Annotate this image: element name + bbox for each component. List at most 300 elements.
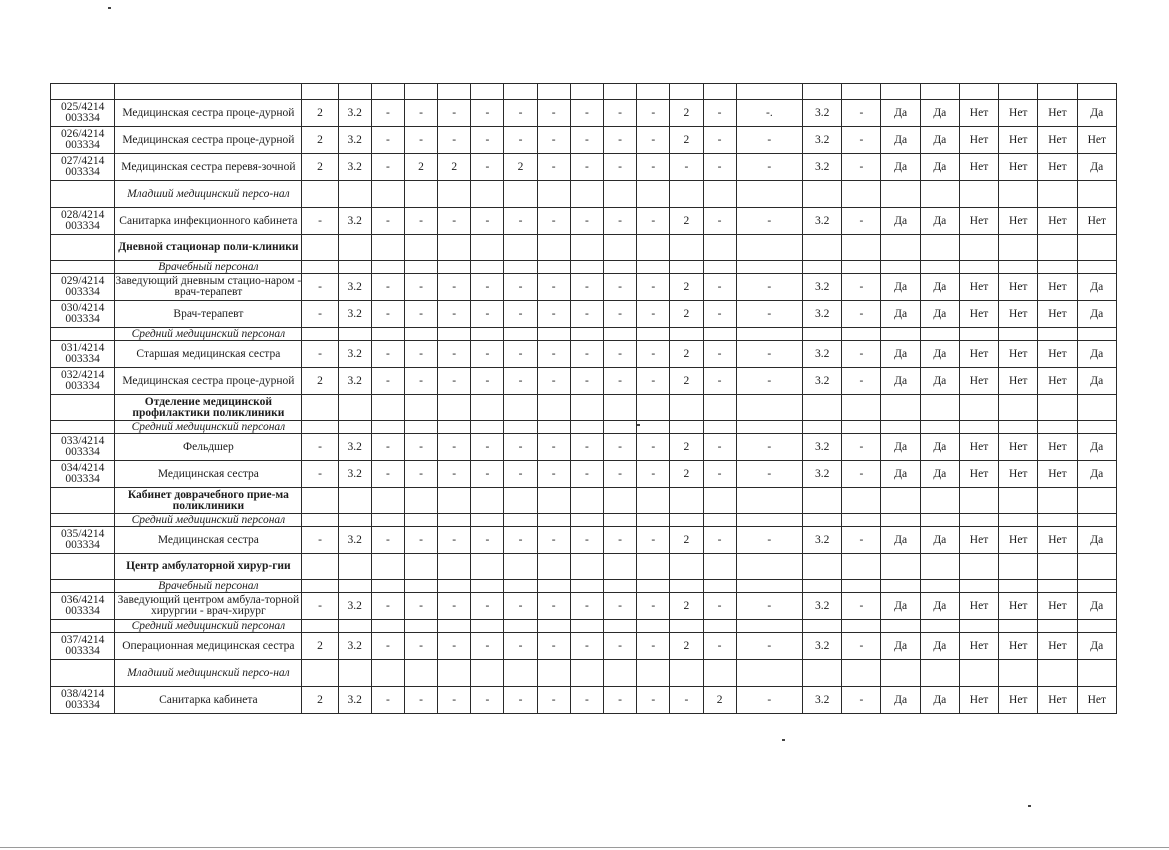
empty-cell xyxy=(920,554,959,580)
value-cell: - xyxy=(703,154,736,181)
empty-cell xyxy=(637,395,670,421)
value-cell: Нет xyxy=(959,687,998,714)
value-cell: 3.2 xyxy=(338,434,371,461)
value-cell: Да xyxy=(920,127,959,154)
value-cell: - xyxy=(504,127,537,154)
value-cell: - xyxy=(670,154,703,181)
value-cell: - xyxy=(570,593,603,620)
category-row xyxy=(51,514,1117,527)
empty-cell xyxy=(670,395,703,421)
value-cell: - xyxy=(703,274,736,301)
value-cell: Нет xyxy=(999,127,1038,154)
empty-cell xyxy=(404,660,437,687)
category-row xyxy=(51,181,1117,208)
empty-cell xyxy=(302,580,338,593)
value-cell: Да xyxy=(920,341,959,368)
value-cell: - xyxy=(736,368,802,395)
table-row xyxy=(51,127,1117,154)
value-cell: - xyxy=(537,154,570,181)
empty-cell xyxy=(881,660,920,687)
value-cell: Нет xyxy=(959,100,998,127)
value-cell: 2 xyxy=(670,527,703,554)
empty-cell xyxy=(881,488,920,514)
empty-cell xyxy=(959,395,998,421)
value-cell: 2 xyxy=(670,461,703,488)
workplace-code: 028/4214 003334 xyxy=(51,208,115,235)
value-cell: - xyxy=(504,434,537,461)
value-cell: - xyxy=(504,368,537,395)
value-cell: Да xyxy=(920,208,959,235)
empty-cell xyxy=(803,514,842,527)
empty-cell xyxy=(736,261,802,274)
empty-cell xyxy=(603,554,636,580)
empty-cell xyxy=(1038,554,1077,580)
value-cell: - xyxy=(537,633,570,660)
empty-cell xyxy=(920,181,959,208)
empty-cell xyxy=(471,421,504,434)
empty-cell xyxy=(736,514,802,527)
empty-cell xyxy=(670,620,703,633)
value-cell: - xyxy=(603,687,636,714)
empty-cell xyxy=(338,181,371,208)
value-cell: - xyxy=(404,127,437,154)
value-cell: - xyxy=(537,461,570,488)
value-cell: Да xyxy=(920,434,959,461)
value-cell: - xyxy=(703,100,736,127)
empty-cell xyxy=(371,181,404,208)
header-cell xyxy=(842,84,881,100)
value-cell: - xyxy=(471,434,504,461)
empty-cell xyxy=(999,395,1038,421)
empty-cell xyxy=(1038,660,1077,687)
empty-cell xyxy=(603,514,636,527)
table-row xyxy=(51,687,1117,714)
value-cell: - xyxy=(603,100,636,127)
value-cell: - xyxy=(504,341,537,368)
empty-cell xyxy=(338,554,371,580)
value-cell: - xyxy=(371,687,404,714)
value-cell: - xyxy=(842,527,881,554)
empty-cell xyxy=(1077,395,1116,421)
workplace-code: 031/4214 003334 xyxy=(51,341,115,368)
empty-cell xyxy=(302,514,338,527)
value-cell: 2 xyxy=(703,687,736,714)
value-cell: Да xyxy=(920,301,959,328)
section-row xyxy=(51,488,1117,514)
value-cell: 2 xyxy=(302,127,338,154)
value-cell: Да xyxy=(1077,593,1116,620)
header-cell xyxy=(803,84,842,100)
value-cell: - xyxy=(371,154,404,181)
value-cell: - xyxy=(471,301,504,328)
empty-cell xyxy=(603,580,636,593)
value-cell: 2 xyxy=(302,100,338,127)
empty-code-cell xyxy=(51,620,115,633)
value-cell: - xyxy=(504,527,537,554)
empty-cell xyxy=(570,395,603,421)
empty-cell xyxy=(703,488,736,514)
value-cell: - xyxy=(371,461,404,488)
value-cell: - xyxy=(842,461,881,488)
section-title: Дневной стационар поли-клиники xyxy=(115,235,302,261)
empty-cell xyxy=(703,235,736,261)
value-cell: 3.2 xyxy=(803,687,842,714)
value-cell: Да xyxy=(920,633,959,660)
category-row xyxy=(51,261,1117,274)
value-cell: - xyxy=(371,368,404,395)
value-cell: - xyxy=(302,461,338,488)
position-name: Заведующий дневным стацио-наром - врач-терапевт xyxy=(115,274,302,301)
value-cell: 3.2 xyxy=(338,527,371,554)
value-cell: - xyxy=(438,434,471,461)
value-cell: - xyxy=(302,434,338,461)
value-cell: 3.2 xyxy=(338,127,371,154)
empty-cell xyxy=(803,620,842,633)
empty-code-cell xyxy=(51,660,115,687)
value-cell: Нет xyxy=(1077,127,1116,154)
value-cell: - xyxy=(736,593,802,620)
value-cell: - xyxy=(404,434,437,461)
value-cell: - xyxy=(537,527,570,554)
value-cell: 2 xyxy=(670,434,703,461)
value-cell: Да xyxy=(920,100,959,127)
value-cell: Нет xyxy=(999,368,1038,395)
header-cell-code xyxy=(51,84,115,100)
empty-cell xyxy=(570,181,603,208)
value-cell: - xyxy=(842,687,881,714)
value-cell: - xyxy=(670,687,703,714)
value-cell: 2 xyxy=(504,154,537,181)
empty-cell xyxy=(1038,261,1077,274)
empty-cell xyxy=(404,580,437,593)
value-cell: 3.2 xyxy=(338,633,371,660)
empty-cell xyxy=(371,620,404,633)
value-cell: - xyxy=(302,527,338,554)
empty-cell xyxy=(881,395,920,421)
empty-cell xyxy=(537,395,570,421)
value-cell: - xyxy=(404,633,437,660)
empty-cell xyxy=(842,580,881,593)
empty-cell xyxy=(670,328,703,341)
empty-cell xyxy=(881,328,920,341)
category-row xyxy=(51,660,1117,687)
empty-cell xyxy=(1038,620,1077,633)
value-cell: - xyxy=(603,527,636,554)
empty-cell xyxy=(371,554,404,580)
value-cell: Нет xyxy=(959,341,998,368)
value-cell: - xyxy=(842,127,881,154)
empty-cell xyxy=(881,554,920,580)
empty-code-cell xyxy=(51,181,115,208)
empty-cell xyxy=(302,421,338,434)
value-cell: - xyxy=(736,208,802,235)
value-cell: 2 xyxy=(302,633,338,660)
empty-cell xyxy=(438,660,471,687)
value-cell: - xyxy=(736,687,802,714)
value-cell: - xyxy=(603,301,636,328)
table-row xyxy=(51,434,1117,461)
empty-cell xyxy=(471,488,504,514)
value-cell: - xyxy=(736,527,802,554)
value-cell: 3.2 xyxy=(803,274,842,301)
value-cell: 2 xyxy=(670,100,703,127)
value-cell: Нет xyxy=(1038,434,1077,461)
value-cell: - xyxy=(570,100,603,127)
value-cell: - xyxy=(504,274,537,301)
staff-category: Средний медицинский персонал xyxy=(115,328,302,341)
empty-cell xyxy=(881,261,920,274)
position-name: Медицинская сестра xyxy=(115,461,302,488)
empty-cell xyxy=(570,235,603,261)
empty-cell xyxy=(637,421,670,434)
value-cell: - xyxy=(570,301,603,328)
value-cell: Нет xyxy=(1038,100,1077,127)
category-row xyxy=(51,620,1117,633)
scan-speck xyxy=(637,424,640,426)
empty-cell xyxy=(637,580,670,593)
empty-cell xyxy=(570,261,603,274)
value-cell: - xyxy=(471,687,504,714)
workplace-code: 029/4214 003334 xyxy=(51,274,115,301)
value-cell: - xyxy=(603,593,636,620)
value-cell: - xyxy=(471,593,504,620)
value-cell: 2 xyxy=(670,593,703,620)
value-cell: Нет xyxy=(959,127,998,154)
empty-cell xyxy=(920,395,959,421)
empty-cell xyxy=(603,660,636,687)
position-name: Операционная медицинская сестра xyxy=(115,633,302,660)
empty-cell xyxy=(1038,181,1077,208)
value-cell: 3.2 xyxy=(803,154,842,181)
value-cell: - xyxy=(504,301,537,328)
empty-cell xyxy=(842,421,881,434)
empty-cell xyxy=(438,328,471,341)
value-cell: Да xyxy=(881,154,920,181)
empty-cell xyxy=(670,235,703,261)
value-cell: Нет xyxy=(999,341,1038,368)
empty-cell xyxy=(842,660,881,687)
value-cell: - xyxy=(371,127,404,154)
value-cell: 2 xyxy=(670,127,703,154)
empty-cell xyxy=(371,514,404,527)
header-cell xyxy=(703,84,736,100)
value-cell: Да xyxy=(881,368,920,395)
empty-cell xyxy=(537,261,570,274)
value-cell: - xyxy=(504,593,537,620)
value-cell: - xyxy=(504,633,537,660)
empty-cell xyxy=(603,235,636,261)
value-cell: 2 xyxy=(302,154,338,181)
header-cell-name xyxy=(115,84,302,100)
empty-cell xyxy=(959,421,998,434)
table-row xyxy=(51,633,1117,660)
value-cell: - xyxy=(471,100,504,127)
empty-cell xyxy=(338,514,371,527)
category-row xyxy=(51,421,1117,434)
value-cell: Нет xyxy=(1038,461,1077,488)
table-row xyxy=(51,368,1117,395)
value-cell: Нет xyxy=(959,208,998,235)
empty-cell xyxy=(736,328,802,341)
empty-cell xyxy=(999,488,1038,514)
value-cell: - xyxy=(438,208,471,235)
value-cell: - xyxy=(438,274,471,301)
empty-cell xyxy=(959,181,998,208)
value-cell: - xyxy=(842,593,881,620)
value-cell: - xyxy=(570,527,603,554)
header-cell xyxy=(302,84,338,100)
empty-cell xyxy=(570,660,603,687)
value-cell: Нет xyxy=(959,301,998,328)
value-cell: - xyxy=(570,127,603,154)
empty-cell xyxy=(803,580,842,593)
header-cell xyxy=(504,84,537,100)
value-cell: - xyxy=(637,208,670,235)
header-cell xyxy=(371,84,404,100)
header-cell xyxy=(670,84,703,100)
empty-cell xyxy=(371,261,404,274)
empty-cell xyxy=(920,580,959,593)
category-row xyxy=(51,580,1117,593)
header-cell xyxy=(603,84,636,100)
empty-cell xyxy=(371,660,404,687)
value-cell: Да xyxy=(920,274,959,301)
value-cell: - xyxy=(842,208,881,235)
empty-cell xyxy=(881,421,920,434)
empty-cell xyxy=(537,554,570,580)
empty-cell xyxy=(703,514,736,527)
value-cell: - xyxy=(637,154,670,181)
position-name: Санитарка кабинета xyxy=(115,687,302,714)
empty-cell xyxy=(842,235,881,261)
empty-cell xyxy=(603,421,636,434)
empty-cell xyxy=(438,235,471,261)
empty-cell xyxy=(471,181,504,208)
value-cell: - xyxy=(570,208,603,235)
empty-cell xyxy=(999,261,1038,274)
value-cell: - xyxy=(570,154,603,181)
value-cell: - xyxy=(537,274,570,301)
value-cell: - xyxy=(637,127,670,154)
section-title: Кабинет доврачебного прие-ма поликлиники xyxy=(115,488,302,514)
position-name: Старшая медицинская сестра xyxy=(115,341,302,368)
value-cell: - xyxy=(570,633,603,660)
value-cell: Нет xyxy=(959,274,998,301)
value-cell: - xyxy=(404,461,437,488)
empty-cell xyxy=(1038,328,1077,341)
value-cell: 3.2 xyxy=(803,527,842,554)
empty-cell xyxy=(670,660,703,687)
value-cell: 3.2 xyxy=(803,633,842,660)
value-cell: 3.2 xyxy=(803,208,842,235)
value-cell: Нет xyxy=(1038,341,1077,368)
value-cell: 3.2 xyxy=(338,274,371,301)
value-cell: Нет xyxy=(1038,633,1077,660)
value-cell: - xyxy=(471,154,504,181)
value-cell: Да xyxy=(881,208,920,235)
empty-cell xyxy=(338,580,371,593)
staff-category: Младший медицинский персо-нал xyxy=(115,660,302,687)
value-cell: Да xyxy=(920,687,959,714)
value-cell: 3.2 xyxy=(338,461,371,488)
value-cell: Нет xyxy=(959,633,998,660)
value-cell: - xyxy=(438,633,471,660)
value-cell: Нет xyxy=(1038,208,1077,235)
value-cell: - xyxy=(603,274,636,301)
value-cell: - xyxy=(302,301,338,328)
value-cell: 3.2 xyxy=(338,208,371,235)
empty-cell xyxy=(999,514,1038,527)
value-cell: Нет xyxy=(999,633,1038,660)
header-row xyxy=(51,84,1117,100)
value-cell: - xyxy=(703,127,736,154)
value-cell: 3.2 xyxy=(338,368,371,395)
value-cell: - xyxy=(302,274,338,301)
value-cell: - xyxy=(637,633,670,660)
empty-cell xyxy=(959,235,998,261)
empty-cell xyxy=(920,488,959,514)
value-cell: - xyxy=(438,461,471,488)
empty-cell xyxy=(959,514,998,527)
value-cell: - xyxy=(637,368,670,395)
value-cell: Нет xyxy=(959,434,998,461)
empty-cell xyxy=(504,235,537,261)
empty-cell xyxy=(999,421,1038,434)
empty-cell xyxy=(703,395,736,421)
empty-cell xyxy=(1038,235,1077,261)
empty-cell xyxy=(302,235,338,261)
empty-cell xyxy=(603,620,636,633)
value-cell: Да xyxy=(1077,301,1116,328)
value-cell: - xyxy=(471,527,504,554)
value-cell: - xyxy=(637,593,670,620)
value-cell: - xyxy=(371,527,404,554)
value-cell: Нет xyxy=(999,154,1038,181)
empty-cell xyxy=(637,488,670,514)
value-cell: - xyxy=(637,100,670,127)
value-cell: - xyxy=(438,100,471,127)
empty-cell xyxy=(338,421,371,434)
empty-cell xyxy=(404,514,437,527)
value-cell: - xyxy=(504,100,537,127)
empty-cell xyxy=(736,421,802,434)
value-cell: - xyxy=(504,687,537,714)
value-cell: - xyxy=(603,461,636,488)
value-cell: - xyxy=(570,687,603,714)
value-cell: Да xyxy=(881,274,920,301)
empty-cell xyxy=(803,554,842,580)
value-cell: Да xyxy=(881,341,920,368)
value-cell: Да xyxy=(1077,633,1116,660)
value-cell: - xyxy=(736,127,802,154)
empty-cell xyxy=(371,328,404,341)
empty-cell xyxy=(920,235,959,261)
empty-cell xyxy=(504,328,537,341)
empty-cell xyxy=(471,660,504,687)
scan-speck xyxy=(1028,805,1031,807)
empty-cell xyxy=(1038,395,1077,421)
header-cell xyxy=(959,84,998,100)
empty-cell xyxy=(703,421,736,434)
table-row xyxy=(51,301,1117,328)
value-cell: - xyxy=(570,341,603,368)
empty-cell xyxy=(999,554,1038,580)
empty-cell xyxy=(999,235,1038,261)
empty-cell xyxy=(537,660,570,687)
empty-cell xyxy=(404,620,437,633)
value-cell: - xyxy=(371,633,404,660)
workplace-code: 033/4214 003334 xyxy=(51,434,115,461)
